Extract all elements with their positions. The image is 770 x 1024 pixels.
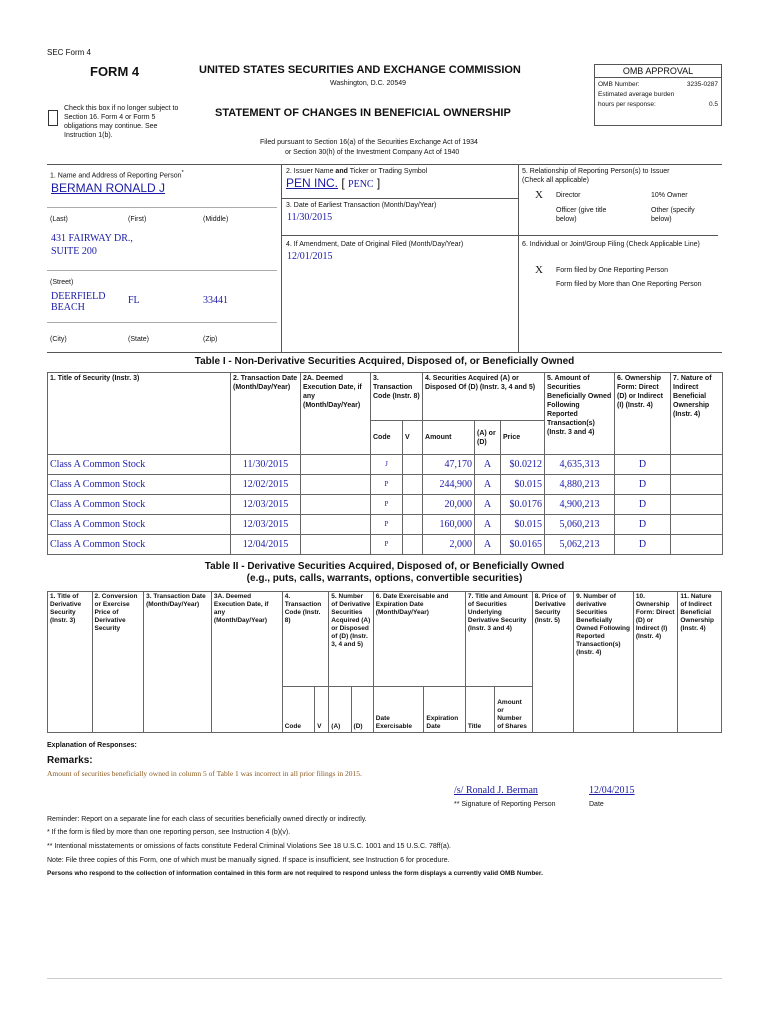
t2-h8: 8. Price of Derivative Security (Instr. 5) xyxy=(532,592,573,733)
one-person-label: Form filed by One Reporting Person xyxy=(556,267,669,274)
omb-box xyxy=(594,64,722,126)
t2-h1: 1. Title of Derivative Security (Instr. 3) xyxy=(48,592,93,733)
state-value: FL xyxy=(128,295,140,306)
table1 xyxy=(47,372,723,555)
t1-ad: A xyxy=(475,495,501,515)
t2-h-d: (D) xyxy=(351,687,373,733)
street-line-1: 431 FAIRWAY DR., xyxy=(51,233,133,244)
t1-amount: 160,000 xyxy=(423,515,475,535)
t1-amount: 47,170 xyxy=(423,455,475,475)
t1-price: $0.0176 xyxy=(501,495,545,515)
t1-date: 11/30/2015 xyxy=(231,455,301,475)
t1-owned: 5,062,213 xyxy=(545,535,615,555)
t2-h-v: V xyxy=(315,687,329,733)
omb-burden-label: Estimated average burden xyxy=(598,91,675,98)
omb-hours: 0.5 xyxy=(708,101,718,108)
omb-hours-label: hours per response: xyxy=(598,101,656,108)
statement-title: STATEMENT OF CHANGES IN BENEFICIAL OWNERSHIP xyxy=(215,107,511,119)
t2-h-code: Code xyxy=(282,687,314,733)
t2-h3a: 3A. Deemed Execution Date, if any (Month/Day/Year) xyxy=(211,592,282,733)
t1-owned: 5,060,213 xyxy=(545,515,615,535)
box5-sub: (Check all applicable) xyxy=(522,177,589,184)
omb-title: OMB APPROVAL xyxy=(595,65,721,78)
note-2: ** Intentional misstatements or omissions of facts constitute Federal Criminal Violations See 18 U.S.C. 1001 and 15 U.S.C. 78ff(a). xyxy=(47,843,451,850)
remarks-label: Remarks: xyxy=(47,755,93,766)
more-persons-label: Form filed by More than One Reporting Person xyxy=(556,281,702,288)
zip-label: (Zip) xyxy=(203,336,218,343)
director-check[interactable]: X xyxy=(535,189,543,201)
earliest-transaction-date: 11/30/2015 xyxy=(287,212,333,223)
t2-h4: 4. Transaction Code (Instr. 8) xyxy=(282,592,329,687)
t1-h-aord: (A) or (D) xyxy=(475,421,501,455)
t1-nature xyxy=(671,475,723,495)
t1-h6: 6. Ownership Form: Direct (D) or Indirect (I) (Instr. 4) xyxy=(615,373,671,455)
issuer-name[interactable]: PEN INC. xyxy=(286,176,339,190)
t1-v xyxy=(403,475,423,495)
omb-number-label: OMB Number: xyxy=(598,81,640,88)
t1-ad: A xyxy=(475,515,501,535)
t1-amount: 20,000 xyxy=(423,495,475,515)
t1-title: Class A Common Stock xyxy=(48,535,231,555)
t1-form: D xyxy=(615,455,671,475)
t1-h7: 7. Nature of Indirect Beneficial Ownership (Instr. 4) xyxy=(671,373,723,455)
t1-v xyxy=(403,515,423,535)
t1-deemed xyxy=(301,515,371,535)
t2-h-title: Title xyxy=(465,687,494,733)
t2-h7: 7. Title and Amount of Securities Underlying Derivative Security (Instr. 3 and 4) xyxy=(465,592,532,687)
t2-h6: 6. Date Exercisable and Expiration Date (Month/Day/Year) xyxy=(373,592,465,687)
t2-h2: 2. Conversion or Exercise Price of Derivative Security xyxy=(92,592,144,733)
location: Washington, D.C. 20549 xyxy=(330,80,407,87)
date-label: Date xyxy=(589,801,604,808)
t1-h2a: 2A. Deemed Execution Date, if any (Month/Day/Year) xyxy=(301,373,371,455)
omb-number: 3235-0287 xyxy=(686,81,718,88)
original-filed-date: 12/01/2015 xyxy=(287,251,333,262)
t1-title: Class A Common Stock xyxy=(48,455,231,475)
box4-label: 4. If Amendment, Date of Original Filed (Month/Day/Year) xyxy=(286,241,464,248)
state-label: (State) xyxy=(128,336,150,343)
zip-value: 33441 xyxy=(203,295,228,306)
t1-h3: 3. Transaction Code (Instr. 8) xyxy=(371,373,423,421)
t1-form: D xyxy=(615,515,671,535)
t1-code: P xyxy=(371,475,403,495)
t2-h-date-ex: Date Exercisable xyxy=(373,687,424,733)
t1-date: 12/04/2015 xyxy=(231,535,301,555)
table-row xyxy=(48,495,723,515)
t1-h2: 2. Transaction Date (Month/Day/Year) xyxy=(231,373,301,455)
t1-nature xyxy=(671,515,723,535)
t1-date: 12/03/2015 xyxy=(231,515,301,535)
middle-label: (Middle) xyxy=(203,216,229,223)
checkbox-text: Check this box if no longer subject to Section 16. Form 4 or Form 5 obligations may continue. See Instruction 1(b). xyxy=(64,105,179,139)
city-label: (City) xyxy=(50,336,67,343)
table2 xyxy=(47,591,722,733)
t1-price: $0.015 xyxy=(501,515,545,535)
t1-deemed xyxy=(301,455,371,475)
t1-owned: 4,635,313 xyxy=(545,455,615,475)
form-title: FORM 4 xyxy=(90,64,140,79)
t1-price: $0.0165 xyxy=(501,535,545,555)
reminder: Reminder: Report on a separate line for each class of securities beneficially owned directly or indirectly. xyxy=(47,816,367,823)
t2-h5: 5. Number of Derivative Securities Acquired (A) or Disposed of (D) (Instr. 3, 4 and 5) xyxy=(329,592,374,687)
t1-deemed xyxy=(301,495,371,515)
officer-label: Officer (give title below) xyxy=(556,207,607,223)
t1-h-v: V xyxy=(403,421,423,455)
table-row xyxy=(48,455,723,475)
last-label: (Last) xyxy=(50,216,68,223)
t1-deemed xyxy=(301,475,371,495)
t2-h-amount-shares: Amount or Number of Shares xyxy=(495,687,532,733)
t1-nature xyxy=(671,455,723,475)
box6-label: 6. Individual or Joint/Group Filing (Check Applicable Line) xyxy=(522,241,700,248)
t1-code: P xyxy=(371,495,403,515)
t2-h10: 10. Ownership Form: Direct (D) or Indirect (I) (Instr. 4) xyxy=(633,592,678,733)
note-4: Persons who respond to the collection of information contained in this form are not required to respond unless the form displays a currently valid OMB Number. xyxy=(47,870,543,877)
t1-form: D xyxy=(615,495,671,515)
t1-code: P xyxy=(371,515,403,535)
table-row xyxy=(48,515,723,535)
street-label: (Street) xyxy=(50,279,74,286)
t1-nature xyxy=(671,535,723,555)
note-3: Note: File three copies of this Form, one of which must be manually signed. If space is insufficient, see Instruction 6 for procedure. xyxy=(47,857,450,864)
other-label: Other (specify below) xyxy=(651,207,695,223)
t1-ad: A xyxy=(475,475,501,495)
issuer-ticker: PENC xyxy=(348,179,374,190)
sec-form-label: SEC Form 4 xyxy=(47,48,92,57)
t1-price: $0.015 xyxy=(501,475,545,495)
street-line-2: SUITE 200 xyxy=(51,246,97,257)
t1-title: Class A Common Stock xyxy=(48,475,231,495)
box5-label: 5. Relationship of Reporting Person(s) to Issuer xyxy=(522,168,670,175)
t1-code: J xyxy=(371,455,403,475)
table1-title: Table I - Non-Derivative Securities Acquired, Disposed of, or Beneficially Owned xyxy=(194,356,575,367)
t2-h-exp: Expiration Date xyxy=(424,687,466,733)
t1-amount: 244,900 xyxy=(423,475,475,495)
t1-deemed xyxy=(301,535,371,555)
t1-form: D xyxy=(615,475,671,495)
director-label: Director xyxy=(556,192,581,199)
t1-form: D xyxy=(615,535,671,555)
explanation-label: Explanation of Responses: xyxy=(47,742,137,749)
t1-h4: 4. Securities Acquired (A) or Disposed Of (D) (Instr. 3, 4 and 5) xyxy=(423,373,545,421)
note-1: * If the form is filed by more than one reporting person, see Instruction 4 (b)(v). xyxy=(47,829,291,836)
t1-amount: 2,000 xyxy=(423,535,475,555)
t1-h1: 1. Title of Security (Instr. 3) xyxy=(48,373,231,455)
t1-v xyxy=(403,495,423,515)
signature-label: ** Signature of Reporting Person xyxy=(454,801,556,808)
t1-ad: A xyxy=(475,455,501,475)
t1-title: Class A Common Stock xyxy=(48,495,231,515)
t1-h-amount: Amount xyxy=(423,421,475,455)
filed-line-2: or Section 30(h) of the Investment Company Act of 1940 xyxy=(285,149,460,156)
t1-h5: 5. Amount of Securities Beneficially Owned Following Reported Transaction(s) (Instr. 3 and 4) xyxy=(545,373,615,455)
t1-owned: 4,900,213 xyxy=(545,495,615,515)
box3-label: 3. Date of Earliest Transaction (Month/Day/Year) xyxy=(286,202,437,209)
remarks-text: Amount of securities beneficially owned in column 5 of Table 1 was incorrect in all prior filings in 2015. xyxy=(47,769,362,778)
reporting-person-name[interactable]: BERMAN RONALD J xyxy=(51,181,166,195)
t2-h9: 9. Number of derivative Securities Beneficially Owned Following Reported Transaction(s) (Instr. 4) xyxy=(574,592,634,733)
t1-v xyxy=(403,455,423,475)
table2-title: Table II - Derivative Securities Acquired, Disposed of, or Beneficially Owned (e.g., puts, calls, warrants, options, convertible securities) xyxy=(204,561,565,584)
city-value: DEERFIELD BEACH xyxy=(51,291,106,313)
t1-nature xyxy=(671,495,723,515)
one-person-check[interactable]: X xyxy=(535,264,543,276)
signature: /s/ Ronald J. Berman xyxy=(454,785,538,796)
first-label: (First) xyxy=(128,216,147,223)
t2-h3: 3. Transaction Date (Month/Day/Year) xyxy=(144,592,212,733)
t1-ad: A xyxy=(475,535,501,555)
issuer-line: PEN INC. [ PENC ] xyxy=(286,176,381,190)
t1-h-code: Code xyxy=(371,421,403,455)
box2-label: 2. Issuer Name and Ticker or Trading Symbol xyxy=(286,168,428,175)
t1-date: 12/03/2015 xyxy=(231,495,301,515)
t1-date: 12/02/2015 xyxy=(231,475,301,495)
t2-h11: 11. Nature of Indirect Beneficial Ownership (Instr. 4) xyxy=(678,592,722,733)
filed-line-1: Filed pursuant to Section 16(a) of the Securities Exchange Act of 1934 xyxy=(260,139,478,146)
box1-label: 1. Name and Address of Reporting Person* xyxy=(50,170,184,180)
t1-code: P xyxy=(371,535,403,555)
table-row xyxy=(48,475,723,495)
t1-v xyxy=(403,535,423,555)
t1-title: Class A Common Stock xyxy=(48,515,231,535)
table-row xyxy=(48,535,723,555)
no-longer-subject-checkbox[interactable] xyxy=(48,110,58,126)
signature-date: 12/04/2015 xyxy=(589,785,635,796)
t1-h-price: Price xyxy=(501,421,545,455)
ten-pct-owner-label: 10% Owner xyxy=(651,192,688,199)
commission-title: UNITED STATES SECURITIES AND EXCHANGE COMMISSION xyxy=(199,64,521,76)
t1-owned: 4,880,213 xyxy=(545,475,615,495)
t1-price: $0.0212 xyxy=(501,455,545,475)
t2-h-a: (A) xyxy=(329,687,351,733)
